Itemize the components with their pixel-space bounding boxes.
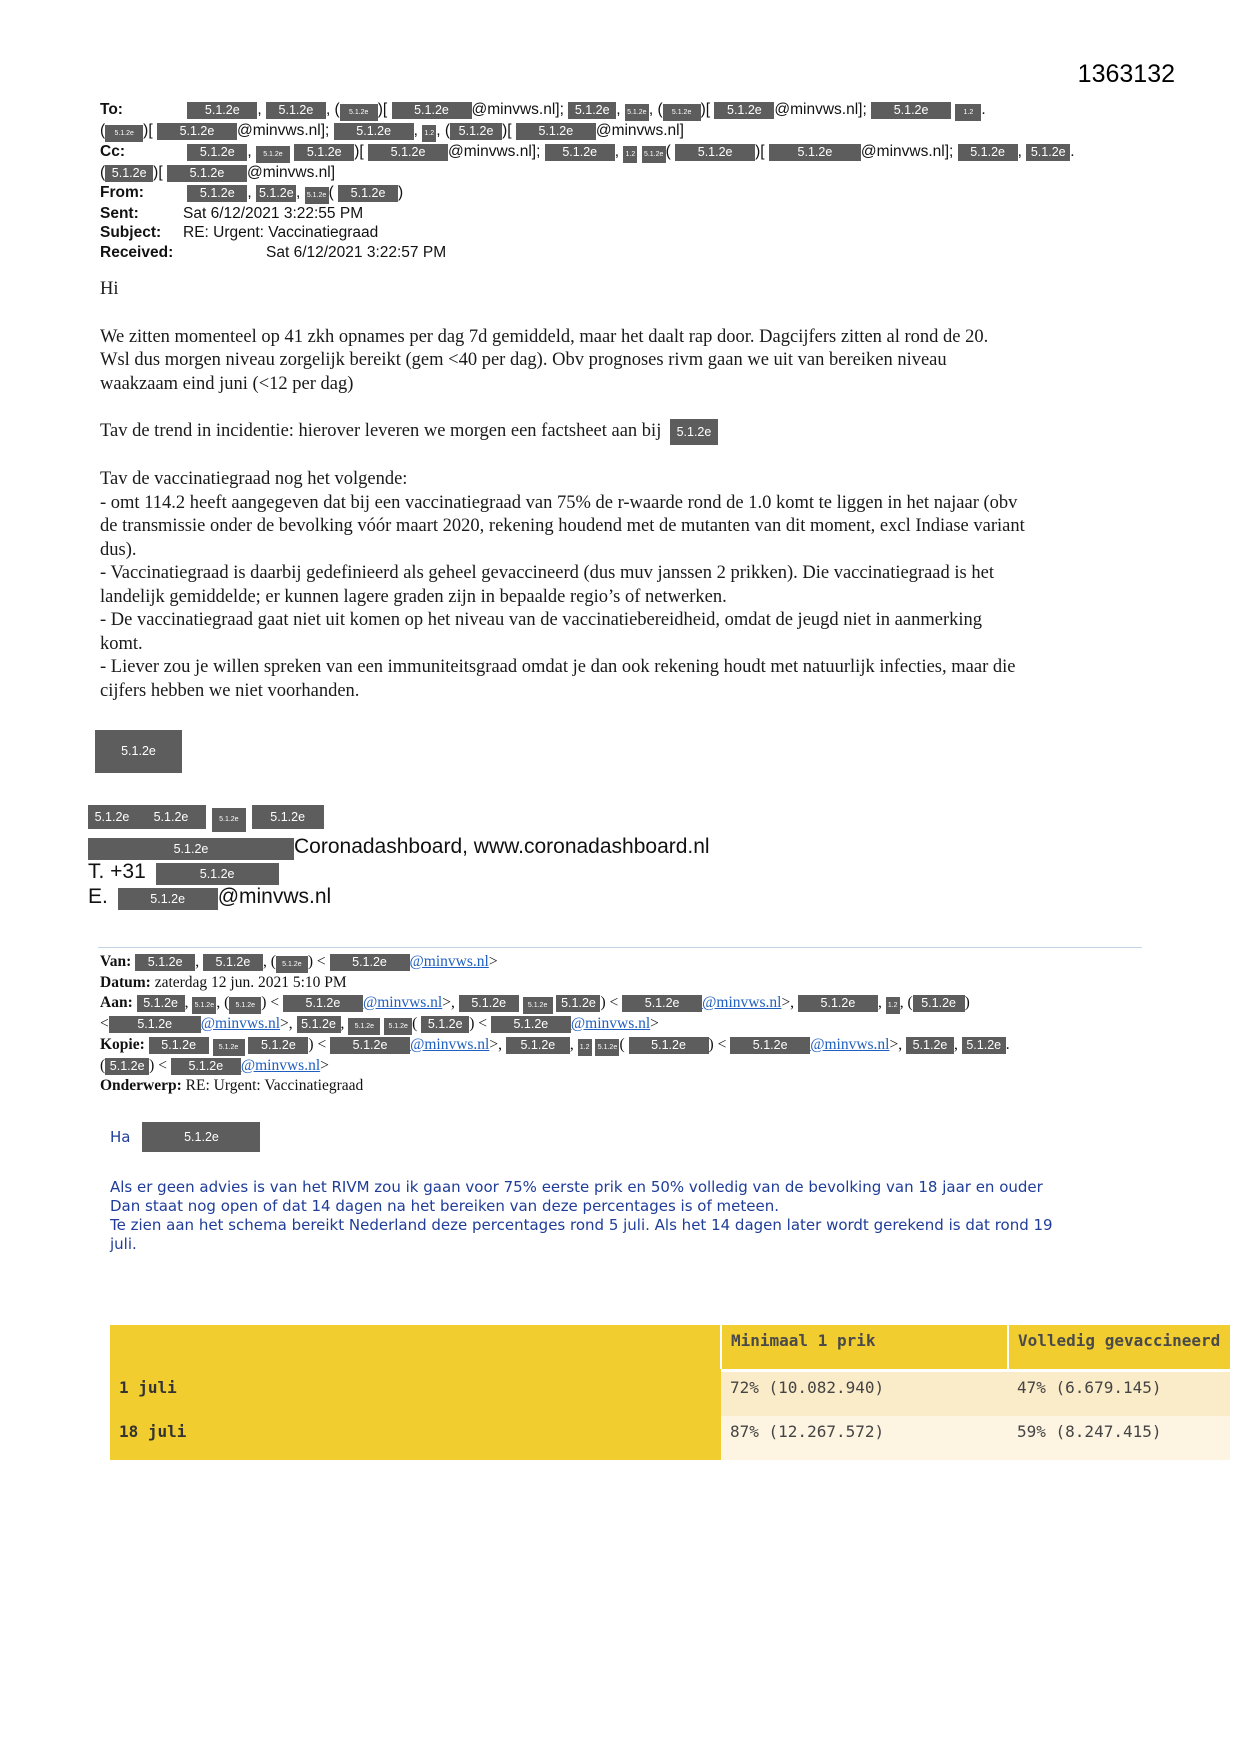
- redaction: 5.1.2e: [330, 954, 410, 971]
- body-line: Tav de trend in incidentie: hierover leveren we morgen een factsheet aan bij: [100, 421, 662, 441]
- redaction: 5.1.2e: [95, 730, 182, 773]
- redaction: 5.1.2e: [545, 144, 615, 161]
- redaction: 5.1.2e: [958, 144, 1018, 161]
- redaction: 5.1.2e: [663, 104, 701, 121]
- email2-body-line: Als er geen advies is van het RIVM zou ik gaan voor 75% eerste prik en 50% volledig van de bevolking van 18 jaar en ouder: [110, 1178, 1043, 1196]
- body-line: - Vaccinatiegraad is daarbij gedefinieerd als geheel gevaccineerd (dus muv janssen 2 prikken). Die vaccinatiegraad is het: [100, 563, 994, 583]
- redaction: 5.1.2e: [266, 102, 326, 119]
- sent-label: Sent:: [100, 204, 139, 222]
- redaction: 5.1.2e: [675, 144, 755, 161]
- redaction-label: 5.1.2e: [676, 425, 712, 439]
- redaction: 5.1.2e: [798, 995, 878, 1012]
- body-line: - De vaccinatiegraad gaat niet uit komen op het niveau van de vaccinatiebereidheid, omdat de jeugd niet in aanmerking: [100, 610, 982, 630]
- received-line: [100, 243, 1140, 263]
- onderwerp-value: RE: Urgent: Vaccinatiegraad: [185, 1077, 364, 1094]
- redaction: 1.2: [578, 1039, 592, 1056]
- redaction: 5.1.2e: [714, 102, 774, 119]
- kopie-email[interactable]: @minvws.nl: [410, 1036, 490, 1053]
- redaction: 5.1.2e: [384, 1018, 412, 1035]
- body-line: waakzaam eind juni (<12 per dag): [100, 373, 354, 394]
- signature-email-domain: @minvws.nl: [217, 885, 332, 908]
- redaction: 5.1.2e: [450, 123, 502, 140]
- table-row-label: 18 juli: [110, 1416, 721, 1460]
- redaction: 5.1.2e: [149, 1037, 209, 1054]
- redaction: 5.1.2e: [297, 1016, 341, 1033]
- aan-line: Aan: 5.1.2e , 5.1.2e , ( 5.1.2e ) < 5.1.2e @minvws.nl>, 5.1.2e 5.1.2e 5.1.2e ) < 5.1.2e @minvws.nl>, 5.1.2e , 1.2 , ( 5.1.2e ): [100, 993, 1145, 1014]
- paragraph-trend: [100, 419, 1142, 445]
- body-line: komt.: [100, 633, 143, 654]
- received-value: Sat 6/12/2021 3:22:57 PM: [266, 243, 447, 261]
- aan-email[interactable]: @minvws.nl: [362, 994, 443, 1011]
- redaction: 5.1.2e: [283, 995, 363, 1012]
- table-row: [110, 1372, 1230, 1416]
- redaction: 5.1.2e: [294, 144, 354, 161]
- table-cell: 47% (6.679.145): [1008, 1372, 1230, 1416]
- separator-line: [98, 947, 1142, 948]
- vaccination-table: [110, 1325, 1230, 1460]
- signature-email-prefix: E.: [88, 885, 108, 908]
- redaction: [670, 419, 718, 445]
- redaction: 5.1.2e: [213, 1039, 245, 1056]
- redaction: 5.1.2e: [368, 144, 448, 161]
- body-line: de transmissie onder de bevolking vóór maart 2020, rekening houdend met de mutanten van dit moment, excl Indiase variant: [100, 516, 1025, 536]
- redaction: 5.1.2e: [622, 995, 702, 1012]
- signature-title-line: [88, 803, 710, 832]
- email2-body-line: Dan staat nog open of dat 14 dagen na het bereiken van deze percentages is of meteen.: [110, 1197, 779, 1215]
- redaction: 5.1.2e: [392, 102, 472, 119]
- onderwerp-line: [100, 1076, 1145, 1096]
- redaction: 5.1.2e: [421, 1016, 469, 1033]
- redaction: 5.1.2e: [135, 954, 195, 971]
- redaction: 5.1.2e: [491, 1016, 571, 1033]
- email2-body-line: juli.: [110, 1235, 137, 1253]
- aan-email[interactable]: @minvws.nl: [200, 1015, 281, 1032]
- redaction: 5.1.2e: [459, 995, 519, 1012]
- redaction: 5.1.2e: [88, 838, 294, 860]
- redaction: 5.1.2e: [906, 1037, 954, 1054]
- signature-org: Coronadashboard, www.coronadashboard.nl: [294, 835, 710, 858]
- to-domain-end: @minvws.nl]: [595, 122, 684, 139]
- table-row-label: 1 juli: [110, 1372, 721, 1416]
- redaction: 5.1.2e: [118, 888, 218, 910]
- redaction: 5.1.2e: [506, 1037, 570, 1054]
- greeting: Hi: [100, 279, 119, 299]
- signature-org-line: [88, 835, 710, 860]
- email2-header: [100, 952, 1145, 1096]
- redaction: 5.1.2e: [276, 956, 308, 973]
- table-header-row: [110, 1325, 1230, 1369]
- redaction: 5.1.2e: [871, 102, 951, 119]
- redaction: 5.1.2e: [523, 997, 553, 1014]
- from-label: From:: [100, 183, 144, 201]
- table-cell: 72% (10.082.940): [721, 1372, 1008, 1416]
- redaction: 5.1.2e: [629, 1037, 709, 1054]
- to-line: To: 5.1.2e , 5.1.2e , ( 5.1.2e )[ 5.1.2e @minvws.nl]; 5.1.2e , 5.1.2e , ( 5.1.2e )[ 5.1.2e @minvws.nl]; 5.1.2e 1.2 .: [100, 100, 1140, 121]
- redaction: 5.1.2e: [203, 954, 263, 971]
- body-line: dus).: [100, 539, 137, 560]
- redaction: 5.1.2e: [105, 125, 143, 142]
- redaction: 5.1.2e: [256, 185, 296, 202]
- redaction: 5.1.2e: [88, 805, 136, 829]
- subject-value: RE: Urgent: Vaccinatiegraad: [183, 224, 379, 241]
- redaction: 5.1.2e: [109, 1016, 201, 1033]
- redaction: 5.1.2e: [962, 1037, 1006, 1054]
- redaction: 5.1.2e: [595, 1039, 619, 1056]
- signature-name-redaction: [95, 730, 182, 773]
- body-line: landelijk gemiddelde; er kunnen lagere graden zijn in bepaalde regio’s of netwerken.: [100, 586, 727, 607]
- redaction: 5.1.2e: [256, 146, 290, 163]
- paragraph-vaccination: [100, 468, 1142, 703]
- table-header-cell: [110, 1325, 721, 1369]
- table-header-cell: Minimaal 1 prik: [721, 1325, 1008, 1369]
- redaction: 1.2: [886, 997, 900, 1014]
- cc-label: Cc:: [100, 143, 125, 160]
- body-line: We zitten momenteel op 41 zkh opnames per dag 7d gemiddeld, maar het daalt rap door. Dagcijfers zitten al rond de 20.: [100, 326, 989, 347]
- redaction: 5.1.2e: [340, 104, 378, 121]
- redaction: 5.1.2e: [556, 995, 600, 1012]
- redaction: 5.1.2e: [338, 185, 398, 202]
- redaction: 1.2: [422, 125, 436, 142]
- redaction: 5.1.2e: [1026, 144, 1070, 161]
- sent-line: [100, 204, 1140, 224]
- redaction: 5.1.2e: [192, 997, 216, 1014]
- to-domain: @minvws.nl];: [236, 122, 330, 139]
- signature-email-line: [88, 885, 710, 910]
- redaction: 1.2: [623, 146, 637, 163]
- to-domain: @minvws.nl];: [774, 101, 867, 118]
- redaction: 5.1.2e: [334, 123, 414, 140]
- redaction: 5.1.2e: [171, 1058, 241, 1075]
- vaccination-table-container: [110, 1325, 1221, 1445]
- redaction: 5.1.2e: [516, 123, 596, 140]
- redaction: 5.1.2e: [212, 808, 246, 832]
- cc-domain-end: @minvws.nl]: [246, 164, 336, 181]
- redaction: 5.1.2e: [769, 144, 861, 161]
- redaction: 5.1.2e: [167, 165, 247, 182]
- redaction: 5.1.2e: [730, 1037, 810, 1054]
- redaction: 5.1.2e: [137, 995, 185, 1012]
- redaction: 5.1.2e: [625, 104, 649, 121]
- redaction: 5.1.2e: [229, 997, 261, 1014]
- cc-domain: @minvws.nl];: [448, 143, 541, 160]
- kopie-line-2: ( 5.1.2e ) < 5.1.2e @minvws.nl>: [100, 1057, 329, 1074]
- signature: [88, 803, 710, 910]
- received-label: Received:: [100, 243, 174, 261]
- datum-label: Datum:: [100, 974, 151, 991]
- subject-label: Subject:: [100, 224, 162, 241]
- kopie-email[interactable]: @minvws.nl: [240, 1057, 321, 1074]
- to-label: To:: [100, 101, 123, 118]
- kopie-label: Kopie:: [100, 1036, 145, 1053]
- redaction: 5.1.2e: [330, 1037, 410, 1054]
- email1-header: [100, 100, 1140, 262]
- body-line: - omt 114.2 heeft aangegeven dat bij een vaccinatiegraad van 75% de r-waarde rond de 1.0 komt te liggen in het najaar (obv: [100, 492, 1018, 513]
- redaction: 5.1.2e: [136, 805, 206, 829]
- redaction: 5.1.2e: [913, 995, 965, 1012]
- email2-greeting: Ha: [110, 1127, 131, 1146]
- email2-greeting-line: [110, 1122, 1150, 1152]
- redaction: 5.1.2e: [187, 185, 247, 202]
- redaction: 5.1.2e: [105, 165, 153, 182]
- email1-body: [100, 278, 1142, 726]
- cc-domain: @minvws.nl];: [860, 143, 954, 160]
- aan-email[interactable]: @minvws.nl: [702, 994, 782, 1011]
- table-row: [110, 1416, 1230, 1460]
- paragraph-hospital: [100, 326, 1142, 397]
- sent-value: Sat 6/12/2021 3:22:55 PM: [183, 204, 364, 222]
- cc-line-2: ( 5.1.2e )[ 5.1.2e @minvws.nl]: [100, 164, 336, 181]
- redaction: 5.1.2e: [187, 102, 257, 119]
- signature-phone-line: [88, 860, 710, 885]
- onderwerp-label: Onderwerp:: [100, 1077, 182, 1094]
- redaction: 5.1.2e: [348, 1018, 380, 1035]
- redaction: 5.1.2e: [157, 123, 237, 140]
- redaction: 5.1.2e: [568, 102, 616, 119]
- aan-email[interactable]: @minvws.nl: [570, 1015, 651, 1032]
- aan-label: Aan:: [100, 994, 133, 1011]
- table-header-cell: Volledig gevaccineerd: [1008, 1325, 1230, 1369]
- subject-line: [100, 223, 1140, 243]
- redaction: 5.1.2e: [187, 144, 247, 161]
- signature-phone-prefix: T. +31: [88, 860, 146, 883]
- cc-line: Cc: 5.1.2e , 5.1.2e 5.1.2e )[ 5.1.2e @minvws.nl]; 5.1.2e , 1.2 5.1.2e ( 5.1.2e )[ 5.1.2e @minvws.nl]; 5.1.2e , 5.1.2e .: [100, 142, 1140, 163]
- table-cell: 59% (8.247.415): [1008, 1416, 1230, 1460]
- kopie-line: Kopie: 5.1.2e 5.1.2e 5.1.2e ) < 5.1.2e @minvws.nl>, 5.1.2e , 1.2 5.1.2e ( 5.1.2e ) < 5.1.2e @minvws.nl>, 5.1.2e , 5.1.2e .: [100, 1035, 1145, 1056]
- van-email[interactable]: @minvws.nl: [409, 953, 489, 970]
- aan-line-2: < 5.1.2e @minvws.nl>, 5.1.2e , 5.1.2e 5.1.2e ( 5.1.2e ) < 5.1.2e @minvws.nl>: [100, 1014, 1145, 1035]
- to-domain: @minvws.nl];: [471, 101, 564, 118]
- table-cell: 87% (12.267.572): [721, 1416, 1008, 1460]
- datum-value: zaterdag 12 jun. 2021 5:10 PM: [154, 974, 347, 991]
- kopie-email[interactable]: @minvws.nl: [810, 1036, 890, 1053]
- redaction: 5.1.2e: [248, 1037, 308, 1054]
- datum-line: [100, 973, 1145, 993]
- document-number: 1363132: [1077, 60, 1175, 88]
- van-label: Van:: [100, 953, 132, 970]
- redaction: 5.1.2e: [105, 1058, 149, 1075]
- redaction: 5.1.2e: [305, 187, 329, 204]
- redaction: 1.2: [955, 104, 981, 121]
- redaction: 5.1.2e: [142, 1122, 260, 1152]
- body-line: Wsl dus morgen niveau zorgelijk bereikt (gem <40 per dag). Obv prognoses rivm gaan we uit van bereiken niveau: [100, 350, 947, 370]
- body-line: Tav de vaccinatiegraad nog het volgende:: [100, 469, 408, 489]
- van-line: Van: 5.1.2e , 5.1.2e , ( 5.1.2e ) < 5.1.2e @minvws.nl>: [100, 952, 1145, 973]
- from-line: From: 5.1.2e , 5.1.2e , 5.1.2e ( 5.1.2e ): [100, 183, 1140, 204]
- body-line: cijfers hebben we niet voorhanden.: [100, 680, 360, 701]
- redaction: 5.1.2e: [642, 146, 666, 163]
- email2-body-line: Te zien aan het schema bereikt Nederland deze percentages rond 5 juli. Als het 14 dagen later wordt gerekend is dat rond 19: [110, 1216, 1053, 1234]
- body-line: - Liever zou je willen spreken van een immuniteitsgraad omdat je dan ook rekening houdt met natuurlijk infecties, maar die: [100, 657, 1016, 677]
- redaction: 5.1.2e: [156, 863, 279, 885]
- redaction: 5.1.2e: [252, 805, 324, 829]
- to-line-2: ( 5.1.2e )[ 5.1.2e @minvws.nl]; 5.1.2e , 1.2 , ( 5.1.2e )[ 5.1.2e @minvws.nl]: [100, 121, 1140, 142]
- email2-body: [110, 1122, 1150, 1254]
